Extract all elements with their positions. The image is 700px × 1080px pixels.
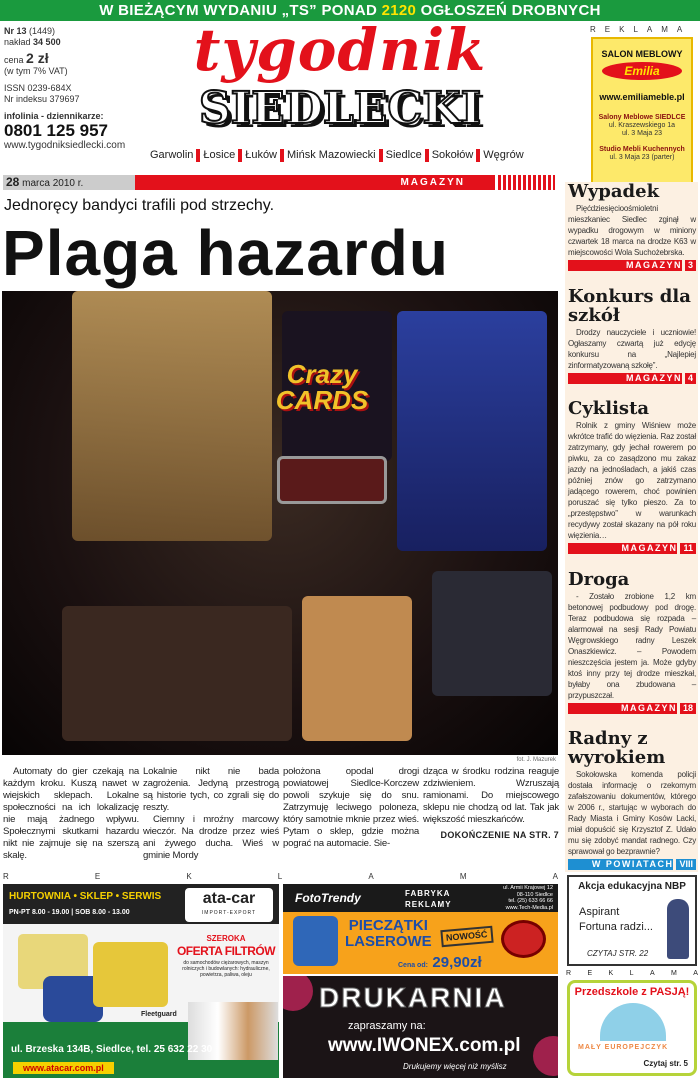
banner-text-end: OGŁOSZEŃ DROBNYCH bbox=[416, 2, 601, 19]
ad-atacar[interactable]: ata-car IMPORT-EXPORT HURTOWNIA • SKLEP • SERWIS PN-PT 8.00 - 19.00 | SOB 8.00 - 13.00 SZEROKA OFERTA FILTRÓW do samochodów ciężarowych, maszyn rolniczych i budowlanych: hydrauliczne, powietrza, paliwa, oleju Fleetguard ul. Brzeska 134B, Siedlce, tel. 25 632 22 30 www.atacar.com.pl bbox=[3, 884, 279, 1078]
ad-brand: Emilia bbox=[602, 62, 682, 80]
news-item[interactable]: Radny z wyrokiem Sokołowska komenda policji dostała informację o rzekomym zafałszowaniu dokumentów, którego w 2006 r., startując w wyborach do Rady Miasta i Gminy Kosów Lacki, miał dopuścić się Krzysztof Z. Udało mu się zdobyć mandat radnego. Czy sprawował go bezprawnie? W POWIATACH VIII bbox=[568, 728, 696, 869]
town: Mińsk Mazowiecki bbox=[287, 149, 376, 161]
town: Łuków bbox=[245, 149, 277, 161]
price: 2 zł bbox=[26, 50, 49, 66]
article-headline[interactable]: Plaga hazardu bbox=[2, 217, 449, 289]
circulation: 34 500 bbox=[33, 37, 61, 47]
hotline-label: infolinia - dziennikarze: bbox=[4, 111, 104, 121]
towns-list bbox=[150, 149, 524, 162]
ad-url: www.emiliameble.pl bbox=[599, 92, 685, 102]
ad-fototrendy[interactable]: FotoTrendy FABRYKA REKLAMY ul. Armii Krajowej 12 08-110 Siedlce tel. (25) 633 66 66 www.Tech-Media.pl PIECZĄTKI LASEROWE NOWOŚĆ Cena od: 29,90zł bbox=[283, 884, 558, 974]
photo-credit: fot. J. Mazurek bbox=[516, 757, 556, 763]
ad-przedszkole[interactable]: Przedszkole z PASJĄ! MAŁY EUROPEJCZYK Czytaj str. 5 bbox=[567, 980, 697, 1076]
slot-machine-photo bbox=[2, 291, 558, 755]
issue-number: Nr 13 bbox=[4, 26, 27, 36]
nbp-promo[interactable]: Akcja edukacyjna NBP Aspirant Fortuna radzi... CZYTAJ STR. 22 bbox=[567, 875, 697, 966]
price-label: cena bbox=[4, 55, 24, 65]
article-column-2: Lokalnie nikt nie bada zagrożenia. Jedyną przestrogą są historie tych, co zgrali się do reszty. Ciemny i mroźny marcowy wieczór. Na drodze przez wieś ani żywego ducha. Wieś w gminie Mordy bbox=[143, 766, 279, 861]
globe-logo-icon bbox=[600, 1003, 666, 1041]
ad-name: SALON MEBLOWY bbox=[601, 49, 683, 59]
ad-address: ul. 3 Maja 23 bbox=[621, 130, 663, 137]
banner-count: 2120 bbox=[381, 2, 417, 19]
town: Sokołów bbox=[431, 149, 474, 161]
town: Garwolin bbox=[150, 149, 194, 161]
issn: ISSN 0239-684X bbox=[4, 83, 72, 93]
circulation-label: nakład bbox=[4, 37, 31, 47]
article-subheadline: Jednoręcy bandyci trafili pod strzechy. bbox=[4, 197, 275, 214]
ad-address: Salony Meblowe SIEDLCE bbox=[598, 114, 686, 121]
ad-address: ul. Kraszewskiego 1a bbox=[608, 122, 676, 129]
news-item[interactable]: Cyklista Rolnik z gminy Wiśniew może wkrótce trafić do więzienia. Raz został zatrzymany, gdy jechał rowerem po piwku, za co zasądzono mu zakaz jazdy na jednośladach, a jakiś czas później znów go zatrzymano jadącego rowerem, choć powinien poruszać się tylko pieszo. Za to „przestępstwo” w warunkach recydywy został skazany na pół roku więzienia… MAGAZYN 11 bbox=[568, 398, 696, 553]
ad-address: Studio Mebli Kuchennych bbox=[599, 146, 685, 153]
ad-label-row: R E K L A M A bbox=[3, 872, 558, 881]
ad-label-row: R E K L A M A bbox=[566, 970, 698, 977]
ad-drukarnia[interactable]: DRUKARNIA zapraszamy na: www.IWONEX.com.pl Drukujemy więcej niż myślisz bbox=[283, 976, 558, 1078]
vat-note: (w tym 7% VAT) bbox=[4, 66, 68, 76]
news-item[interactable]: Wypadek Pięćdziesięcioośmioletni mieszkaniec Siedlec zginął w wypadku drogowym w miniony czwartek 18 marca na drodze K63 w miejscowości Wola Suchożebrska. MAGAZYN 3 bbox=[568, 181, 696, 270]
masthead-logo-top: tygodnik bbox=[193, 16, 487, 84]
banner-text: W BIEŻĄCYM WYDANIU „TS” PONAD bbox=[99, 2, 382, 19]
ad-label: REKLAMA bbox=[590, 25, 692, 34]
issue-total: (1449) bbox=[29, 26, 56, 36]
ad-emilia[interactable] bbox=[591, 37, 693, 205]
issue-info bbox=[4, 26, 142, 151]
article-column-1: Automaty do gier czekają na każdym kroku. Kuszą nawet w wiejskich sklepach. Lokalne społeczności na ich lokalizację nie mają żadnego wpływu. Społecznymi skutkami hazardu nikt nie zajmuje się na szerszą skalę. bbox=[3, 766, 139, 861]
decorative-stripes bbox=[498, 175, 555, 190]
website-link[interactable]: www.tygodniksiedlecki.com bbox=[4, 140, 126, 151]
policeman-illustration-icon bbox=[667, 899, 689, 959]
news-item[interactable]: Droga - Zostało zrobione 1,2 km betonowej podbudowy pod drogę. Teraz podbudowa się rozpada – alarmował na sesji Rady Powiatu Węgrowskiego radny Leszek Onaszkiewicz. – Powodem nieszczęścia jestem ja. Może gdyby ktoś inny przy tej drodze mieszkał, byłaby ona zbudowana – przypuszczał. MAGAZYN 18 bbox=[568, 568, 696, 713]
issue-date: 28 marca 2010 r. bbox=[3, 175, 135, 190]
town: Węgrów bbox=[483, 149, 524, 161]
hotline-phone: 0801 125 957 bbox=[4, 121, 108, 140]
news-item[interactable]: Konkurs dla szkół Drodzy nauczyciele i uczniowie! Ogłaszamy czwartą już edycję konkursu na „Najlepiej zinformatyzowaną szkołę”. MAGAZYN 4 bbox=[568, 285, 696, 383]
sidebar-news bbox=[565, 182, 698, 872]
continued-link[interactable]: DOKOŃCZENIE NA STR. 7 bbox=[440, 830, 559, 840]
index-number: Nr indeksu 379697 bbox=[4, 94, 80, 104]
ad-address: ul. 3 Maja 23 (parter) bbox=[609, 154, 675, 161]
town: Siedlce bbox=[385, 149, 422, 161]
article-column-3: położona opodal drogi powiatowej Siedlce-Korczew powoli szykuje się do snu. Zatrzymuję leciwego poloneza, który samotnie mknie przez wieś. Pytam o sklep, gdzie można pograć na automacie. Sie- bbox=[283, 766, 419, 849]
article-column-4: dząca w środku rodzina reaguje zdziwieniem. Wzruszają ramionami. Do miejscowego sklepu nie chodzą od lat. Tak jak większość mieszkańców. DOKOŃCZENIE NA STR. 7 bbox=[423, 766, 559, 840]
section-label: MAGAZYN bbox=[135, 175, 495, 190]
photo-machine-label: Crazy CARDS bbox=[275, 359, 369, 415]
date-bar bbox=[3, 175, 555, 190]
masthead-logo-bottom: SIEDLECKI bbox=[198, 83, 482, 134]
town: Łosice bbox=[203, 149, 236, 161]
